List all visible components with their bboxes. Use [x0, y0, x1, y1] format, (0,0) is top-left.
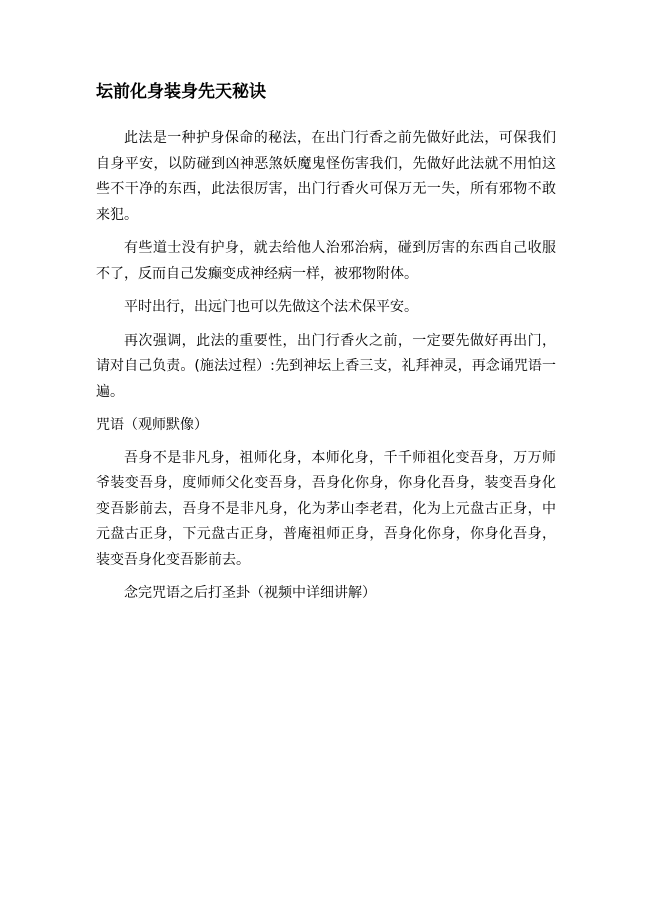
- paragraph-2: 有些道士没有护身，就去给他人治邪治病，碰到厉害的东西自己收服不了，反而自己发癫变成神经病一样，被邪物附体。: [96, 240, 556, 282]
- mantra-heading: 咒语（观师默像）: [96, 417, 208, 433]
- document-body: [96, 126, 556, 615]
- closing-paragraph: 念完咒语之后打圣卦（视频中详细讲解）: [124, 585, 376, 601]
- paragraph-3: 平时出行，出远门也可以先做这个法术保平安。: [124, 299, 418, 315]
- paragraph-1: 此法是一种护身保命的秘法，在出门行香之前先做好此法，可保我们自身平安，以防碰到凶神恶煞妖魔鬼怪伤害我们，先做好此法就不用怕这些不干净的东西，此法很厉害，出门行香火可保万无一失，所有邪物不敢来犯。: [96, 130, 556, 223]
- mantra-text: 吾身不是非凡身，祖师化身，本师化身，千千师祖化变吾身，万万师爷装变吾身，度师师父化变吾身，吾身化你身，你身化吾身，装变吾身化变吾影前去，吾身不是非凡身，化为茅山李老君，化为上元盘古正身，中元盘古正身，下元盘古正身，普庵祖师正身，吾身化你身，你身化吾身，装变吾身化变吾影前去。: [96, 449, 556, 568]
- document-title: 坛前化身装身先天秘诀: [96, 82, 266, 102]
- paragraph-4: 再次强调，此法的重要性，出门行香火之前，一定要先做好再出门，请对自己负责。(施法过程）:先到神坛上香三支，礼拜神灵，再念诵咒语一遍。: [96, 332, 556, 400]
